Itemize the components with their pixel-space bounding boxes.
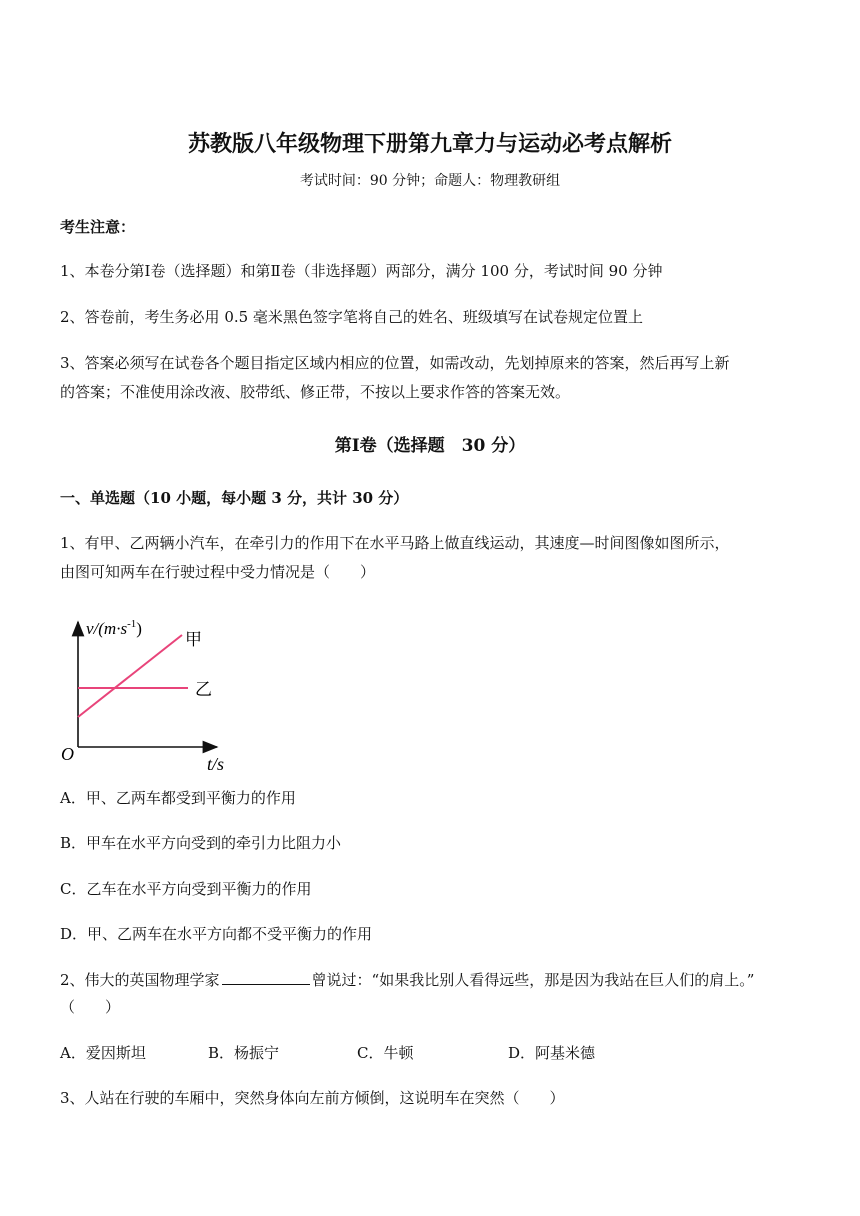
notice-item: 2、答卷前，考生务必用 0.5 毫米黑色签字笔将自己的姓名、班级填写在试卷规定位置上 xyxy=(60,308,643,326)
line-jia xyxy=(78,635,182,717)
question-1-stem: 1、有甲、乙两辆小汽车，在牵引力的作用下在水平马路上做直线运动，其速度—时间图像如图所示， xyxy=(60,534,730,552)
question-1-option-a[interactable]: A．甲、乙两车都受到平衡力的作用 xyxy=(60,789,296,807)
notice-heading: 考生注意： xyxy=(60,218,136,236)
question-2-stem-after: 曾说过：“如果我比别人看得远些，那是因为我站在巨人们的肩上。” xyxy=(311,971,755,989)
line-jia-label: 甲 xyxy=(185,630,202,649)
velocity-time-graph xyxy=(55,612,235,778)
answer-blank[interactable] xyxy=(222,970,310,985)
notice-item: 的答案；不准使用涂改液、胶带纸、修正带，不按以上要求作答的答案无效。 xyxy=(60,383,571,401)
question-1-option-b[interactable]: B．甲车在水平方向受到的牵引力比阻力小 xyxy=(60,834,342,852)
question-2-stem xyxy=(60,969,800,991)
y-axis-label: $v/(m\cdot s^{-1})$ xyxy=(86,618,142,638)
question-2-option-c[interactable]: C．牛顿 xyxy=(357,1044,414,1062)
question-2-option-a[interactable]: A．爱因斯坦 xyxy=(60,1044,146,1062)
section-title: 第Ⅰ卷（选择题 30 分） xyxy=(334,436,526,456)
page-title: 苏教版八年级物理下册第九章力与运动必考点解析 xyxy=(187,131,672,157)
question-2-stem-cont: （ ） xyxy=(60,998,121,1016)
question-1-option-d[interactable]: D．甲、乙两车在水平方向都不受平衡力的作用 xyxy=(60,925,373,943)
line-yi-label: 乙 xyxy=(195,680,212,699)
question-2-option-b[interactable]: B．杨振宁 xyxy=(208,1044,280,1062)
question-3-stem: 3、人站在行驶的车厢中，突然身体向左前方倾倒，这说明车在突然（ ） xyxy=(60,1089,565,1107)
notice-item: 3、答案必须写在试卷各个题目指定区域内相应的位置，如需改动，先划掉原来的答案，然后再写上新 xyxy=(60,354,730,372)
x-axis-label: t/s xyxy=(207,754,225,774)
notice-item: 1、本卷分第Ⅰ卷（选择题）和第Ⅱ卷（非选择题）两部分，满分 100 分，考试时间 90 分钟 xyxy=(60,262,663,280)
question-2-option-d[interactable]: D．阿基米德 xyxy=(508,1044,596,1062)
part-heading: 一、单选题（10 小题，每小题 3 分，共计 30 分） xyxy=(60,489,409,507)
origin-label: O xyxy=(61,744,74,764)
question-2-stem-before: 2、伟大的英国物理学家 xyxy=(60,971,220,989)
question-1-stem-cont: 由图可知两车在行驶过程中受力情况是（ ） xyxy=(60,563,376,581)
exam-info: 考试时间：90 分钟；命题人：物理教研组 xyxy=(299,173,561,189)
question-1-option-c[interactable]: C．乙车在水平方向受到平衡力的作用 xyxy=(60,880,312,898)
